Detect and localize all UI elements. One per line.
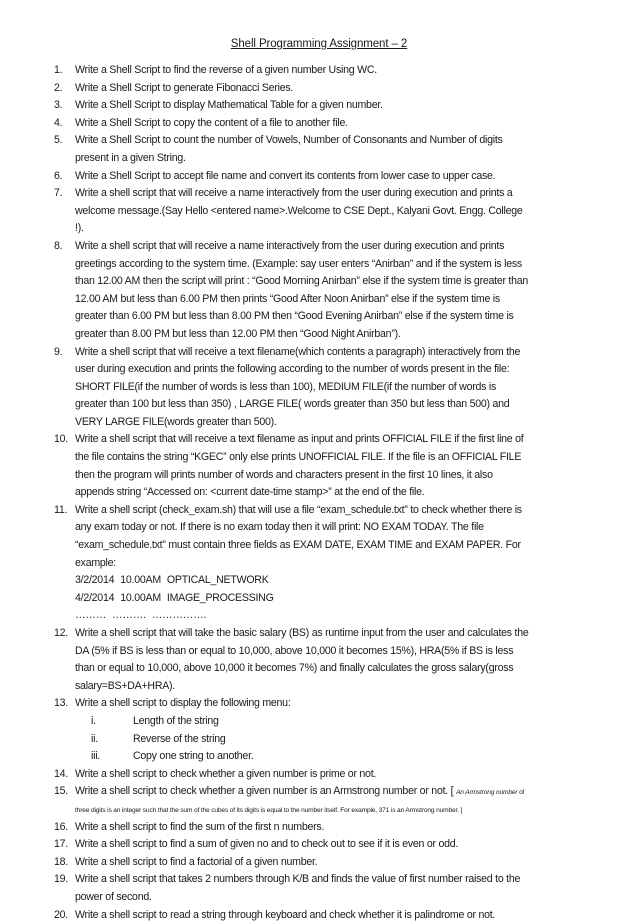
example-row xyxy=(75,572,530,590)
question-text: Write a shell script (check_exam.sh) that will use a file “exam_schedule.txt” to check whether there is any exam today or not. If there is no exam today then it will print: NO EXAM TODAY. The file “exam_schedule.txt” must contain three fields as EXAM DATE, EXAM TIME and EXAM PAPER. For example: xyxy=(75,504,522,569)
example-row xyxy=(75,590,530,608)
question-item xyxy=(0,502,530,625)
question-number: 12. xyxy=(54,625,68,643)
question-text: Write a shell script that will take the basic salary (BS) as runtime input from the user and calculates the DA (5% if BS is less than or equal to 10,000, above 10,000 it becomes 15%), HRA(5% if BS is less than or equal to 10,000, above 10,000 it becomes 7%) and finally calculates the gross salary(gross salary=BS+DA+HRA). xyxy=(75,627,529,692)
question-text: Write a shell script to read a string through keyboard and check whether it is palindrome or not. xyxy=(75,909,495,921)
question-text: Write a shell script to check whether a given number is an Armstrong number or not. [ xyxy=(75,785,453,797)
question-text: Write a Shell Script to count the number of Vowels, Number of Consonants and Number of digits present in a given String. xyxy=(75,134,503,164)
question-item xyxy=(0,238,530,344)
example-paper: OPTICAL_NETWORK xyxy=(167,574,269,586)
example-time: ………. xyxy=(112,609,146,621)
question-number: 7. xyxy=(54,185,62,203)
question-number: 4. xyxy=(54,115,62,133)
example-row xyxy=(75,607,530,625)
menu-option xyxy=(75,731,530,749)
question-number: 14. xyxy=(54,766,68,784)
question-number: 10. xyxy=(54,431,68,449)
question-item xyxy=(0,132,530,167)
question-number: 15. xyxy=(54,783,68,801)
question-number: 8. xyxy=(54,238,62,256)
question-list xyxy=(0,62,530,924)
question-item xyxy=(0,625,530,695)
question-number: 20. xyxy=(54,907,68,924)
menu-roman: ii. xyxy=(75,731,133,749)
question-text: Write a shell script to find the sum of the first n numbers. xyxy=(75,821,324,833)
question-item xyxy=(0,783,530,818)
question-item xyxy=(0,854,530,872)
question-item xyxy=(0,168,530,186)
question-item xyxy=(0,819,530,837)
menu-roman: i. xyxy=(75,713,133,731)
question-text: Write a Shell Script to copy the content of a file to another file. xyxy=(75,117,348,129)
question-item xyxy=(0,907,530,924)
menu-text: Length of the string xyxy=(133,715,219,727)
example-paper: IMAGE_PROCESSING xyxy=(167,592,274,604)
question-number: 2. xyxy=(54,80,62,98)
question-number: 9. xyxy=(54,344,62,362)
question-number: 6. xyxy=(54,168,62,186)
question-text: Write a shell script to find a factorial of a given number. xyxy=(75,856,317,868)
question-item xyxy=(0,766,530,784)
question-number: 17. xyxy=(54,836,68,854)
question-text: Write a shell script that will receive a name interactively from the user during execution and prints a welcome message.(Say Hello <entered name>.Welcome to CSE Dept., Kalyani Govt. Engg. College !). xyxy=(75,187,523,234)
question-text: Write a shell script that takes 2 numbers through K/B and finds the value of first number raised to the power of second. xyxy=(75,873,520,903)
question-item xyxy=(0,431,530,501)
question-number: 11. xyxy=(54,502,67,520)
question-item xyxy=(0,185,530,238)
question-text: Write a shell script that will receive a name interactively from the user during execution and prints greetings according to the system time. (Example: say user enters “Anirban” and if the system is less than 12.00 AM then the script will print : “Good Morning Anirban” else if the system time is greater than 12.00 AM but less than 6.00 PM then prints “Good After Noon Anirban” else if the system time is greater than 6.00 PM but less than 8.00 PM then “Good Evening Anirban” else if the system time is greater than 8.00 PM but less than 12.00 PM then “Good Night Anirban”). xyxy=(75,240,528,340)
example-date: ……… xyxy=(75,609,106,621)
question-number: 18. xyxy=(54,854,68,872)
question-text: Write a shell script that will receive a text filename(which contents a paragraph) interactively from the user during execution and prints the following according to the number of words present in the file: SHORT FILE(if the number of words is less than 100), MEDIUM FILE(if the number of words is greater than 100 but less than 350) , LARGE FILE( words greater than 350 but less than 500) and VERY LARGE FILE(words greater than 500). xyxy=(75,346,520,428)
question-item xyxy=(0,836,530,854)
example-time: 10.00AM xyxy=(120,574,161,586)
menu-option xyxy=(75,713,530,731)
example-time: 10.00AM xyxy=(120,592,161,604)
question-item xyxy=(0,344,530,432)
example-date: 4/2/2014 xyxy=(75,592,114,604)
example-paper: ……………. xyxy=(152,609,206,621)
menu-text: Reverse of the string xyxy=(133,733,226,745)
question-text: Write a shell script that will receive a text filename as input and prints OFFICIAL FILE if the first line of the file contains the string “KGEC” only else prints UNOFFICIAL FILE. If the file is an OFFICIAL FILE then the program will prints number of words and characters present in the first 10 lines, it also appends string “Accessed on: <current date-time stamp>” at the end of the file. xyxy=(75,433,523,498)
question-number: 1. xyxy=(54,62,62,80)
question-text: Write a shell script to check whether a given number is prime or not. xyxy=(75,768,376,780)
document-title: Shell Programming Assignment – 2 xyxy=(0,38,638,50)
question-item xyxy=(0,695,530,765)
question-text: Write a Shell Script to find the reverse of a given number Using WC. xyxy=(75,64,377,76)
armstrong-definition: of three digits is an integer such that the sum of the cubes of its digits is equal to the number itself. For example, 371 is an Armstrong number. ] xyxy=(75,789,524,814)
question-text: Write a Shell Script to display Mathematical Table for a given number. xyxy=(75,99,383,111)
question-text: Write a shell script to display the following menu: xyxy=(75,697,291,709)
question-number: 3. xyxy=(54,97,62,115)
armstrong-term: An Armstrong number xyxy=(456,789,517,796)
question-number: 19. xyxy=(54,871,68,889)
question-item xyxy=(0,871,530,906)
question-number: 16. xyxy=(54,819,68,837)
menu-text: Copy one string to another. xyxy=(133,750,253,762)
menu-roman: iii. xyxy=(75,748,133,766)
question-item xyxy=(0,97,530,115)
example-date: 3/2/2014 xyxy=(75,574,114,586)
question-text: Write a shell script to find a sum of given no and to check out to see if it is even or odd. xyxy=(75,838,458,850)
question-text: Write a Shell Script to accept file name and convert its contents from lower case to upper case. xyxy=(75,170,495,182)
question-item xyxy=(0,62,530,80)
question-text: Write a Shell Script to generate Fibonacci Series. xyxy=(75,82,293,94)
question-number: 5. xyxy=(54,132,62,150)
menu-option xyxy=(75,748,530,766)
question-number: 13. xyxy=(54,695,68,713)
question-item xyxy=(0,115,530,133)
question-item xyxy=(0,80,530,98)
